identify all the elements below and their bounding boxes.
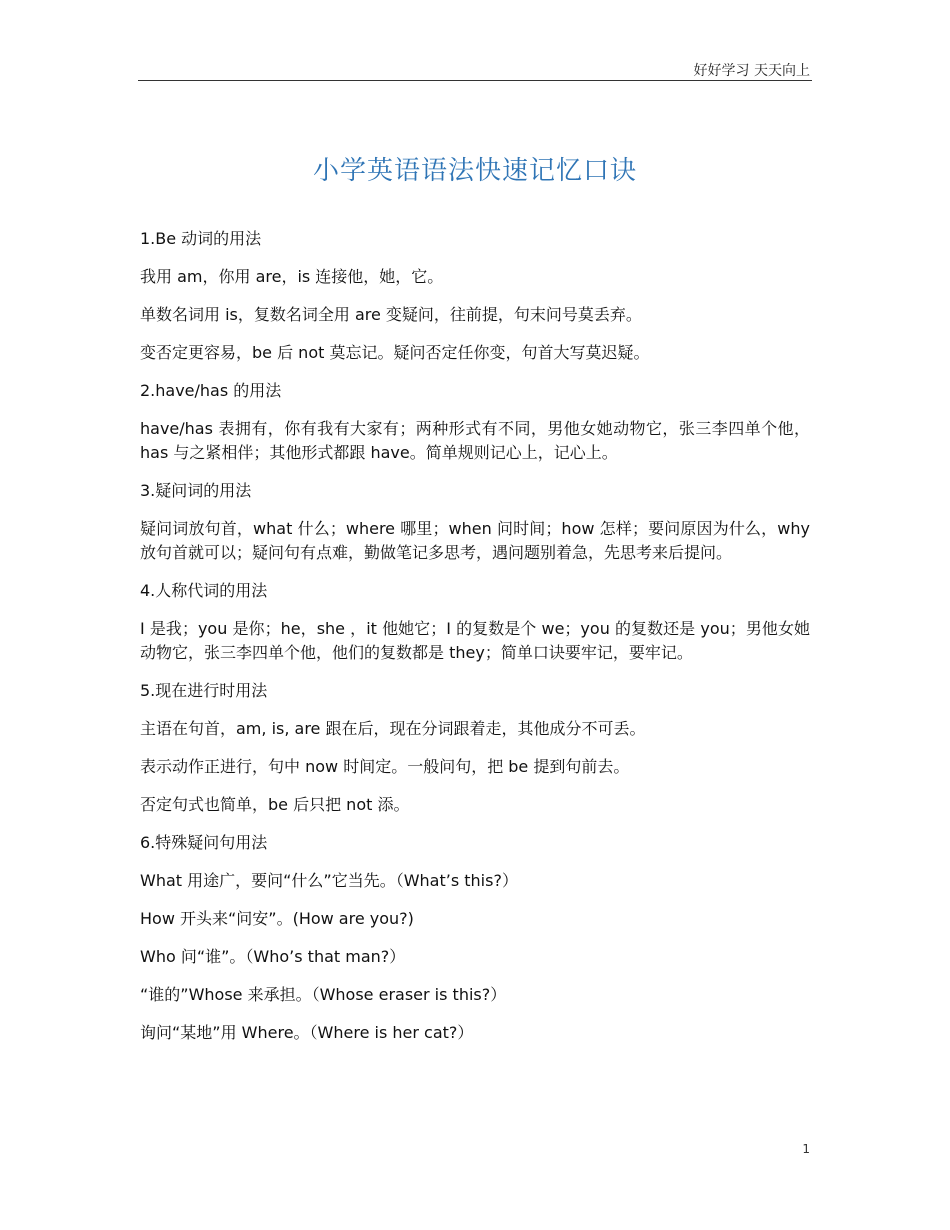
section-heading: 5.现在进行时用法 [140, 681, 268, 700]
header-divider [138, 80, 812, 81]
body-paragraph: 单数名词用 is，复数名词全用 are 变疑问，往前提，句末问号莫丢弃。 [140, 305, 642, 324]
section-heading: 6.特殊疑问句用法 [140, 833, 268, 852]
body-paragraph: have/has 表拥有，你有我有大家有；两种形式有不同，男他女她动物它，张三李四单个他，has 与之紧相伴；其他形式都跟 have。简单规则记心上，记心上。 [140, 419, 810, 462]
body-paragraph: 询问“某地”用 Where。（Where is her cat?） [140, 1023, 474, 1042]
running-header: 好好学习 天天向上 [693, 63, 810, 79]
section-heading: 4.人称代词的用法 [140, 581, 268, 600]
page-number: 1 [802, 1142, 810, 1156]
section-heading: 1.Be 动词的用法 [140, 229, 262, 248]
body-paragraph: 我用 am，你用 are，is 连接他，她，它。 [140, 267, 444, 286]
body-paragraph: 表示动作正进行，句中 now 时间定。一般问句，把 be 提到句前去。 [140, 757, 630, 776]
document-title: 小学英语语法快速记忆口诀 [312, 156, 637, 186]
body-paragraph: 主语在句首，am, is, are 跟在后，现在分词跟着走，其他成分不可丢。 [140, 719, 646, 738]
document-body [140, 227, 810, 1059]
body-paragraph: Who 问“谁”。（Who’s that man?） [140, 947, 406, 966]
section-heading: 3.疑问词的用法 [140, 481, 252, 500]
body-paragraph: 变否定更容易，be 后 not 莫忘记。疑问否定任你变，句首大写莫迟疑。 [140, 343, 650, 362]
section-heading: 2.have/has 的用法 [140, 381, 282, 400]
body-paragraph: “谁的”Whose 来承担。（Whose eraser is this?） [140, 985, 507, 1004]
body-paragraph: What 用途广，要问“什么”它当先。（What’s this?） [140, 871, 518, 890]
body-paragraph: I 是我；you 是你；he，she ，it 他她它；I 的复数是个 we；you 的复数还是 you；男他女她动物它，张三李四单个他，他们的复数都是 they；简单口诀要牢记，要牢记。 [140, 619, 810, 662]
body-paragraph: 否定句式也简单，be 后只把 not 添。 [140, 795, 410, 814]
body-paragraph: How 开头来“问安”。(How are you?) [140, 909, 414, 928]
body-paragraph: 疑问词放句首，what 什么；where 哪里；when 问时间；how 怎样；要问原因为什么，why 放句首就可以；疑问句有点难，勤做笔记多思考，遇问题别着急，先思考来后提问。 [140, 519, 810, 562]
